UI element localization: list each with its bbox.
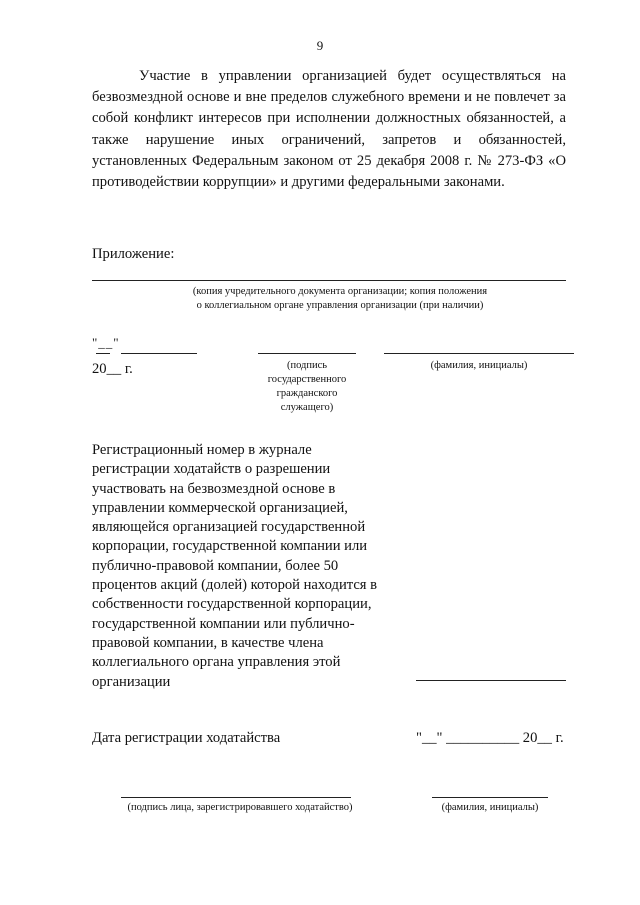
fio-caption: (фамилия, инициалы) [430,360,528,371]
registration-number-line [416,680,566,681]
registrar-signature-line [121,797,351,798]
registration-date-value: "__" __________ 20__ г. [416,730,564,746]
registrar-signature-caption: (подпись лица, зарегистрировавшего ходатайство) [127,802,353,813]
date-day-line [96,353,110,354]
date-month-line [121,353,197,354]
registrar-fio-line [432,797,548,798]
signature-line [258,353,356,354]
statement-paragraph [92,66,566,193]
date-year: 20__ г. [92,361,133,377]
fio-line [384,353,574,354]
appendix-caption [170,285,510,313]
appendix-line [92,280,566,281]
registration-date-label: Дата регистрации ходатайства [92,730,281,746]
statement-text: Участие в управлении организацией будет осуществляться на безвозмездной основе и вне пределов служебного времени и не повлечет за собой конфликт интересов при исполнении должностных обязанностей, а также нарушение иных ограничений, запретов и обязанностей, установленных Федеральным законом от 25 декабря 2008 г. № 273-ФЗ «О противодействии коррупции» и другими федеральными законами. [92,68,566,191]
registration-number-label: Регистрационный номер в журнале регистрации ходатайств о разрешении участвовать на безвозмездной основе в управлении коммерческой организацией, являющейся организацией государственной корпорации, государственной компании или публично-правовой компании, более 50 процентов акций (долей) которой находится в собственности государственной корпорации, государственной компании или публично-правовой компании, в качестве члена коллегиального органа управления этой организации [92,442,378,690]
page-number: 9 [316,38,324,53]
registrar-fio-caption: (фамилия, инициалы) [441,802,539,813]
appendix-caption-line2: о коллегиальном органе управления организации (при наличии) [196,300,484,311]
signature-caption: (подпись государственного гражданского служащего) [267,360,347,413]
appendix-label: Приложение: [92,246,175,262]
date-day-quote: "__" [92,335,120,350]
appendix-caption-line1: (копия учредительного документа организации; копия положения [192,286,488,297]
